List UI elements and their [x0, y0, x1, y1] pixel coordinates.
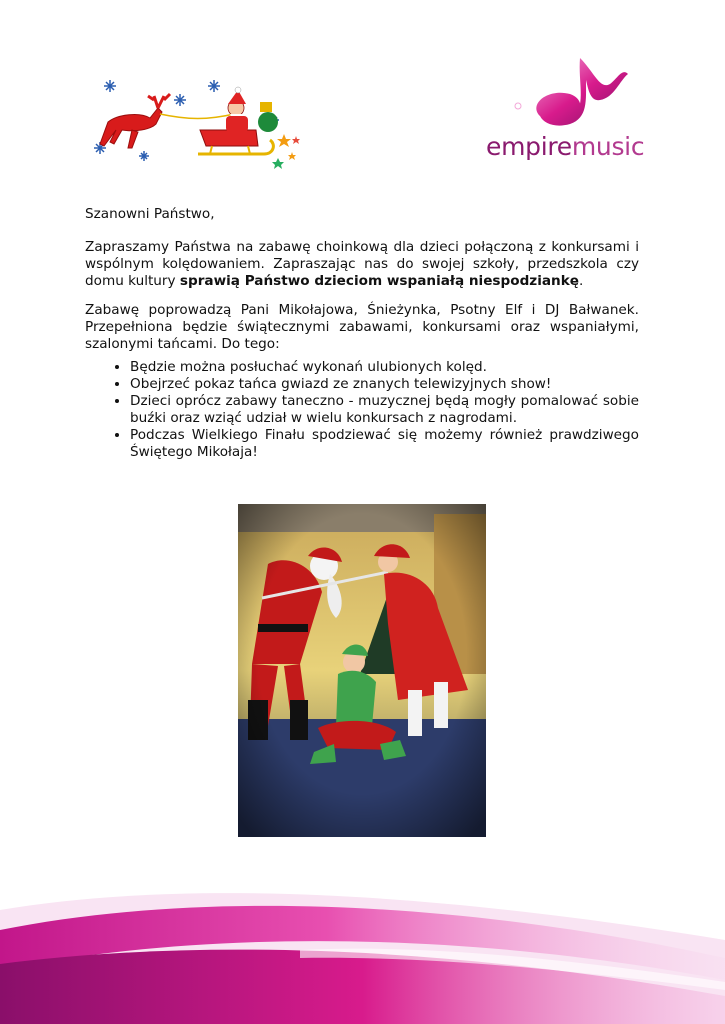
letter-body	[85, 206, 639, 461]
intro-text: Zapraszamy Państwa na zabawę choinkową dla dzieci połączoną z konkursami i wspólnym kolędowaniem. Zapraszając nas do swojej szkoły, przedszkola czy domu kultury	[85, 239, 639, 289]
logo-word-music: music	[571, 132, 645, 161]
logo-word-empire: empire	[486, 132, 572, 161]
list-item: • Dzieci oprócz zabawy taneczno - muzycznej będą mogły pomalować sobie buźki oraz wziąć udział w wielu konkursach z nagrodami.	[130, 393, 639, 427]
santa-sleigh-icon	[88, 74, 308, 174]
list-item: • Obejrzeć pokaz tańca gwiazd ze znanych telewizyjnych show!	[130, 376, 639, 393]
santa-elf-photo	[238, 504, 486, 837]
intro-end: .	[579, 273, 584, 289]
list-item: • Podczas Wielkiego Finału spodziewać się możemy również prawdziwego Świętego Mikołaja!	[130, 427, 639, 461]
hosts-paragraph: Zabawę poprowadzą Pani Mikołajowa, Śnieżynka, Psotny Elf i DJ Bałwanek. Przepełniona będzie świątecznymi zabawami, konkursami oraz wspaniałymi, szalonymi tańcami. Do tego:	[85, 302, 639, 352]
decorative-swoosh	[0, 840, 725, 1024]
attractions-list	[85, 359, 639, 461]
intro-paragraph	[85, 239, 639, 290]
intro-highlight: sprawią Państwo dzieciom wspaniałą niespodziankę	[179, 273, 579, 289]
greeting: Szanowni Państwo,	[85, 206, 215, 222]
logo-wordmark	[486, 132, 644, 161]
list-item: • Będzie można posłuchać wykonań ulubionych kolęd.	[130, 359, 639, 376]
